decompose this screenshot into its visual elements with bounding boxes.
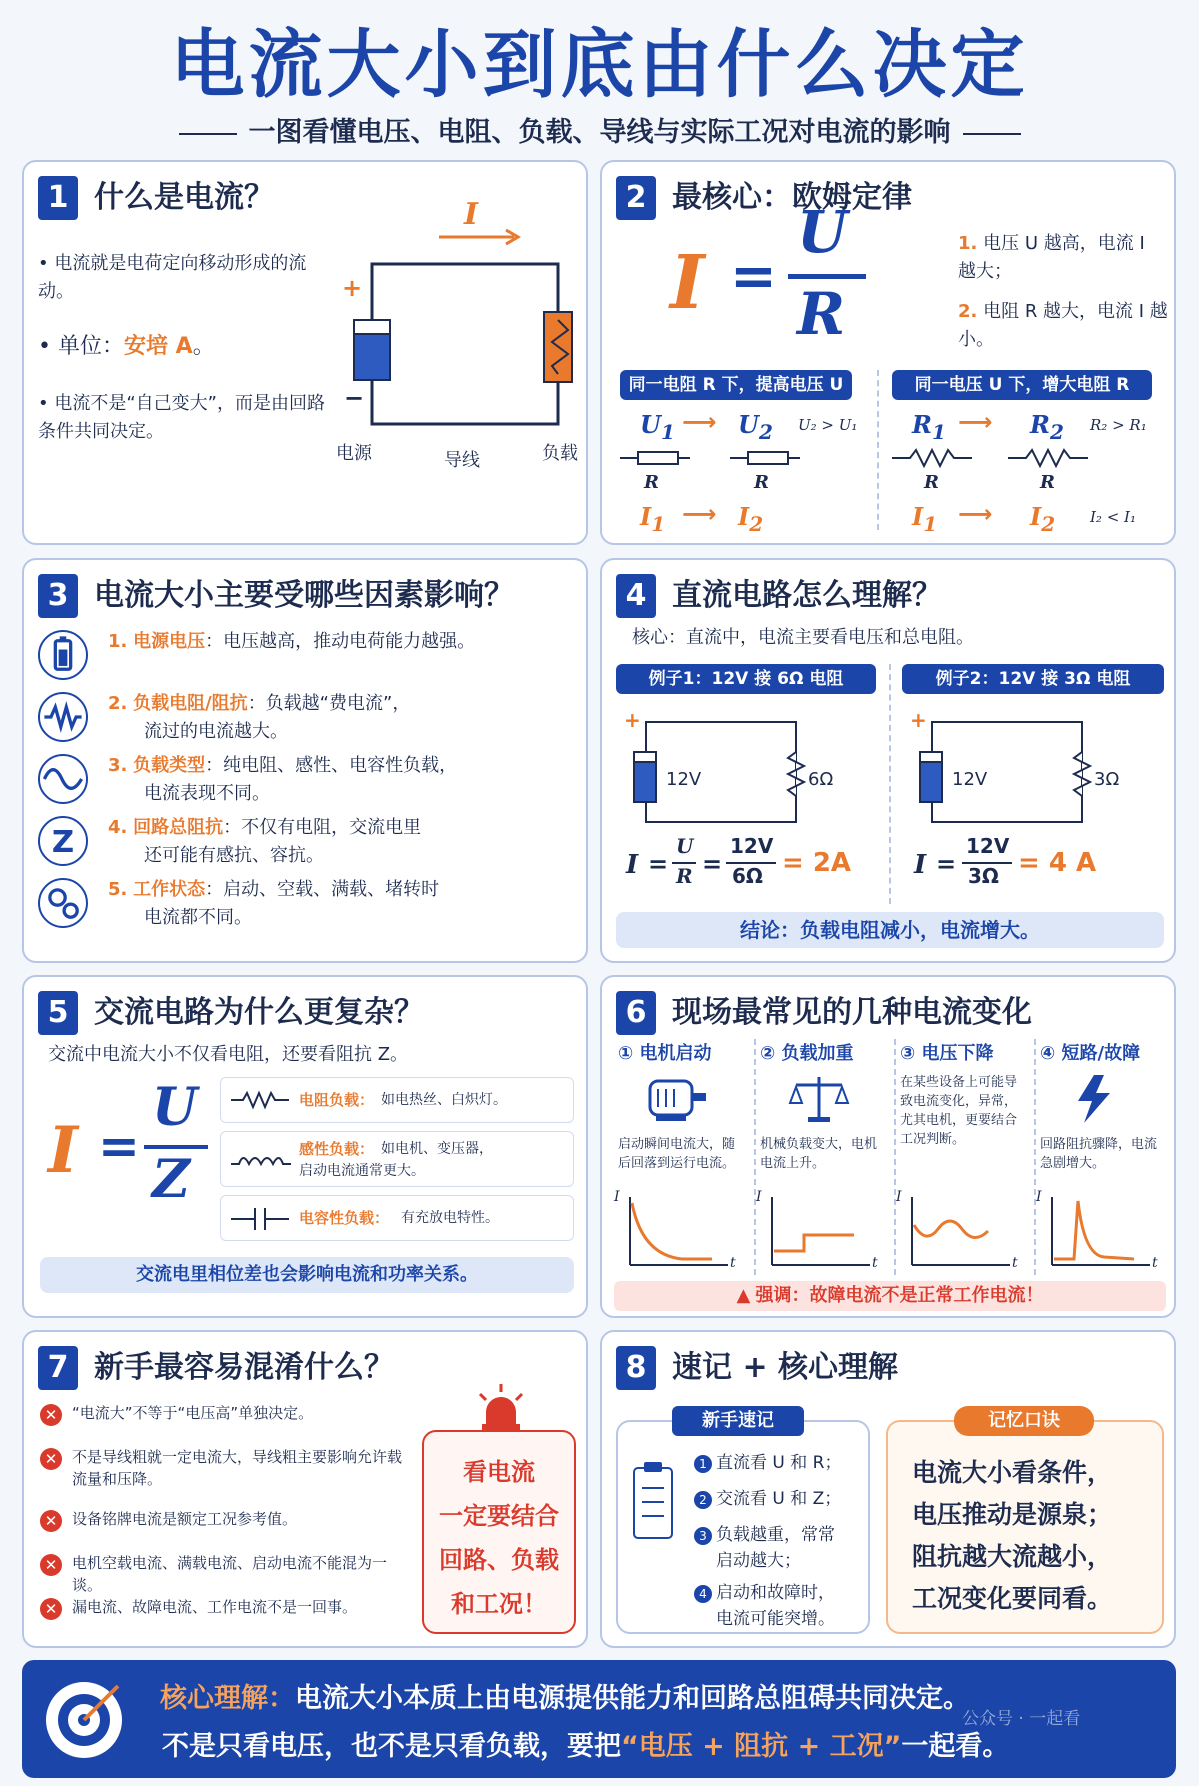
mnemonic-box [886,1410,1164,1634]
panel-title: 直流电路怎么理解？ [672,578,942,613]
load-row-resistive [220,1077,574,1123]
panel-current-changes [600,975,1176,1318]
panel-ac-circuit [22,975,588,1318]
rule-2 [958,298,1168,354]
formula-result: = 2A [782,848,852,878]
bullet-dot: • [38,393,55,414]
divider [179,133,237,135]
label-i1 [640,502,665,536]
column-desc: 在某些设备上可能导致电流变化，异常，尤其电机，更要结合工况判断。 [900,1075,1018,1147]
panel-title: 现场最常见的几种电流变化 [672,995,1032,1030]
change-column [754,1039,888,1275]
formula-u: U [797,198,848,266]
lightning-icon [1064,1073,1134,1125]
formula-r: R [676,864,693,888]
page-subtitle [0,110,1199,149]
quick-item [694,1450,866,1476]
example-1-title: 例子1：12V 接 6Ω 电阻 [616,664,876,694]
divider [963,133,1021,135]
factor-desc: ：电压越高，推动电荷能力越强。 [205,631,476,652]
factor-item [38,752,578,810]
symbol: U [640,410,661,439]
formula-r: R [797,280,846,348]
confusion-text: “电流大”不等于“电压高”单独决定。 [72,1404,314,1422]
panel-factors [22,558,588,963]
quick-notes-box [616,1410,870,1634]
panel-title: 速记 + 核心理解 [672,1350,899,1385]
alarm-box [422,1430,576,1634]
axis-label: t [730,1255,736,1271]
quick-text: 启动和故障时， [716,1583,835,1603]
formula-i: I [670,240,705,326]
formula-eq: = [702,850,723,878]
label-i2 [1030,502,1055,536]
footer-line-2 [162,1724,1009,1763]
bullet-definition [38,250,318,306]
formula-result: = 4 A [1018,848,1097,878]
quick-number: 1 [694,1455,712,1473]
symbol: I [1030,502,1042,531]
alarm-line: 和工况！ [451,1590,547,1618]
factor-item [38,628,578,686]
mnemonic-line: 电流大小看条件， [912,1458,1113,1487]
arrow-icon: ⟶ [682,408,717,436]
panel-number: 8 [616,1346,656,1390]
symbol: I [640,502,652,531]
confusion-text: 不是导线粗就一定电流大，导线粗主要影响允许载流量和压降。 [72,1448,403,1488]
symbol: R [1030,410,1050,439]
bullet-text: 单位： [57,334,124,359]
formula-u: U [676,834,694,858]
subscript: 1 [931,419,946,444]
watermark: 公众号 · 一起看 [962,1709,1081,1729]
subscript: 2 [749,511,764,536]
mnemonic-line: 电压推动是源泉； [912,1500,1113,1529]
compare-u: U₂ > U₁ [798,416,858,434]
formula-i: I [914,850,927,880]
footer-text: 电流大小本质上由电源提供能力和回路总阻碍共同决定。 [295,1683,970,1714]
conclusion-bar: 结论：负载电阻减小，电流增大。 [616,912,1164,948]
subtitle-text: 一图看懂电压、电阻、负载、导线与实际工况对电流的影响 [248,117,951,148]
rule-text: 电压 U 越高，电流 I 越大； [958,233,1145,282]
current-graph [1044,1195,1164,1271]
quick-text: 交流看 U 和 Z； [716,1489,842,1509]
axis-label: I [1036,1189,1042,1205]
footer-highlight: “电压 + 阻抗 + 工况” [621,1731,902,1762]
rule-text: 电阻 R 越大，电流 I 越小。 [958,301,1168,350]
plus-sign: + [910,708,927,732]
factor-key: 负载电阻/阻抗 [133,693,248,714]
quick-item [694,1522,866,1574]
panel-common-confusions [22,1330,588,1648]
label-r1 [912,410,946,444]
factor-text [108,690,578,718]
subscript: 1 [660,419,675,444]
factor-number: 4. [108,817,128,838]
change-column [1034,1039,1168,1275]
alarm-line: 看电流 [463,1458,535,1486]
quick-number: 4 [694,1585,712,1603]
voltage-label: 12V [666,769,702,790]
factor-desc: ：负载越“费电流”， [247,693,411,714]
alarm-line: 回路、负载 [439,1546,559,1574]
panel-number: 6 [616,991,656,1035]
confusion-text: 设备铭牌电流是额定工况参考值。 [72,1510,298,1528]
axis-label: I [896,1189,902,1205]
factor-number: 3. [108,755,128,776]
alarm-icon [474,1382,528,1432]
load-desc: 启动电流通常更大。 [299,1163,425,1179]
factor-key: 工作状态 [133,879,206,900]
bullet-dot: • [38,253,55,274]
core-statement: 核心：直流中，电流主要看电压和总电阻。 [632,627,974,648]
symbol: U [738,410,759,439]
footer-banner [22,1660,1176,1778]
quick-item [694,1580,866,1632]
cross-icon: ✕ [40,1554,62,1576]
axis-label: t [872,1255,878,1271]
quick-number: 3 [694,1527,712,1545]
gears-icon [38,878,88,928]
column-header: ② 负载加重 [760,1043,854,1064]
column-desc: 回路阻抗骤降，电流急剧增大。 [1040,1137,1158,1171]
formula-den: 3Ω [968,864,999,888]
formula-i: I [626,850,639,880]
panel-title: 交流电路为什么更复杂？ [94,995,424,1030]
load-type: 电阻负载： [299,1091,375,1109]
panel-title: 新手最容易混淆什么？ [94,1350,394,1385]
factor-number: 2. [108,693,128,714]
symbol: I [912,502,924,531]
label-u1 [640,410,675,444]
resistor-icon [38,692,88,742]
load-type: 感性负载： [299,1140,375,1158]
symbol: R [912,410,932,439]
load-type: 电容性负载： [299,1209,390,1227]
confusion-text: 电机空载电流、满载电流、启动电流不能混为一谈。 [72,1554,388,1594]
resistor-icon [231,1090,291,1110]
alarm-line: 一定要结合 [439,1502,559,1530]
compare-r: R₂ > R₁ [1090,416,1147,434]
axis-label: t [1012,1255,1018,1271]
rule-1 [958,230,1168,286]
cross-icon: ✕ [40,1404,62,1426]
checklist-icon [632,1462,676,1542]
bullet-conditions [38,390,328,446]
factor-number: 1. [108,631,128,652]
panel-what-is-current [22,160,588,545]
factor-desc: ：不仅有电阻，交流电里 [223,817,422,838]
symbol: I [738,502,750,531]
cross-icon: ✕ [40,1598,62,1620]
svg-text:Z: Z [51,824,75,860]
cross-icon: ✕ [40,1448,62,1470]
formula-eq: = [98,1117,140,1175]
bullet-text: 电流就是电荷定向移动形成的流动。 [38,253,307,302]
label-load: 负载 [542,443,578,464]
compare-i: I₂ < I₁ [1090,508,1136,526]
quick-text: 电流可能突增。 [716,1609,835,1629]
column-header: ① 电机启动 [618,1043,712,1064]
quick-number: 2 [694,1491,712,1509]
rule-number: 1. [958,233,978,254]
label-i2 [738,502,763,536]
resistance-label: 6Ω [808,769,834,790]
formula-eq: = [936,850,957,878]
z-icon [38,816,88,866]
panel-number: 5 [38,991,78,1035]
axis-label: I [756,1189,762,1205]
phase-note-bar: 交流电里相位差也会影响电流和功率关系。 [40,1257,574,1293]
formula-z: Z [152,1149,190,1210]
alarm-text [424,1450,574,1626]
subscript: 2 [1049,419,1064,444]
factor-text [108,814,578,842]
pill-same-r: 同一电阻 R 下，提高电压 U [620,370,852,400]
inductor-icon [231,1150,291,1170]
panel-number: 2 [616,176,656,220]
panel-ohms-law [600,160,1176,545]
factor-desc: 流过的电流越大。 [144,721,288,742]
arrow-icon: ⟶ [682,500,717,528]
column-header: ④ 短路/故障 [1040,1043,1141,1064]
factor-text [108,628,578,656]
scale-icon [784,1073,854,1125]
label-r: R [924,472,939,493]
panel-number: 3 [38,574,78,618]
axis-label: I [614,1189,620,1205]
panel-quick-memory [600,1330,1176,1648]
change-column [894,1039,1028,1275]
label-r2 [1030,410,1064,444]
circuit-loop [372,264,558,424]
plus-sign: + [624,708,641,732]
current-graph [764,1195,884,1271]
axis-label: t [1152,1255,1158,1271]
formula-num: 12V [966,834,1010,858]
cross-icon: ✕ [40,1510,62,1532]
motor-icon [642,1073,712,1125]
panel-number: 1 [38,176,78,220]
confusion-text: 漏电流、故障电流、工作电流不是一回事。 [72,1598,358,1616]
circuit-diagram [324,202,584,542]
battery-icon [38,630,88,680]
label-r: R [754,472,769,493]
factor-key: 电源电压 [133,631,206,652]
label-u2 [738,410,773,444]
panel-number: 4 [616,574,656,618]
plus-sign: + [342,274,363,302]
warning-bar [614,1281,1166,1311]
warning-icon: ▲ [736,1285,751,1306]
formula-num: 12V [730,834,774,858]
formula-den: 6Ω [732,864,763,888]
formula-u: U [152,1077,198,1138]
label-source: 电源 [336,443,372,464]
mnemonic-line: 工况变化要同看。 [912,1584,1113,1613]
current-graph [904,1195,1024,1271]
factor-desc: ：纯电阻、感性、电容性负载， [205,755,458,776]
load-desc: 有充放电特性。 [401,1210,499,1226]
footer-key: 核心理解： [160,1683,295,1714]
label-r: R [1040,472,1055,493]
minus-sign: − [344,384,365,412]
footer-line-1 [160,1676,970,1715]
bullet-text: 电流不是“自己变大”，而是由回路条件共同决定。 [38,393,325,442]
pill-same-u: 同一电压 U 下，增大电阻 R [892,370,1152,400]
subscript: 1 [923,511,938,536]
load-desc: 如电机、变压器， [381,1141,493,1157]
formula-eq: = [730,244,777,309]
divider [877,370,879,530]
capacitor-icon [231,1206,291,1232]
unit-value: 安培 A [124,334,193,359]
load-row-inductive [220,1131,574,1187]
load-row-capacitive [220,1195,574,1241]
load-desc: 如电热丝、白炽灯。 [381,1092,507,1108]
wave-icon [38,754,88,804]
factor-desc: 还可能有感抗、容抗。 [144,845,324,866]
warning-text: 强调：故障电流不是正常工作电流！ [755,1285,1044,1306]
column-header: ③ 电压下降 [900,1043,994,1064]
column-desc: 机械负载变大，电机电流上升。 [760,1137,878,1171]
factor-text [108,752,578,780]
factor-text [108,876,578,904]
bullet-unit [38,332,215,362]
mnemonic-tag: 记忆口诀 [954,1406,1094,1436]
factor-key: 负载类型 [133,755,206,776]
example-2-title: 例子2：12V 接 3Ω 电阻 [902,664,1164,694]
factor-item [38,814,578,872]
quick-notes-tag: 新手速记 [672,1406,804,1436]
resistor-zigzag-pair [892,444,1142,472]
mnemonic-line: 阻抗越大流越小， [912,1542,1113,1571]
change-column [614,1039,748,1275]
factor-desc: 电流都不同。 [144,907,252,928]
formula-eq: = [648,850,669,878]
factor-item [38,690,578,748]
subscript: 2 [758,419,773,444]
page-title: 电流大小到底由什么决定 [170,22,1029,108]
current-graph [622,1195,742,1271]
resistance-label: 3Ω [1094,769,1120,790]
panel-title: 最核心：欧姆定律 [672,180,912,215]
subscript: 2 [1041,511,1056,536]
factor-key: 回路总阻抗 [133,817,224,838]
label-i1 [912,502,937,536]
target-icon [42,1678,126,1762]
footer-text: 不是只看电压，也不是只看负载，要把 [162,1731,621,1762]
bullet-text: 。 [192,334,215,359]
mnemonic-text [912,1452,1152,1620]
label-r: R [644,472,659,493]
voltage-label: 12V [952,769,988,790]
rule-number: 2. [958,301,978,322]
panel-title: 电流大小主要受哪些因素影响？ [94,578,514,613]
quick-text: 启动越大； [716,1551,801,1571]
resistor-pair [620,444,870,472]
formula-i: I [48,1113,78,1188]
panel-dc-circuit [600,558,1176,963]
quick-item [694,1486,866,1512]
label-wire: 导线 [444,450,480,471]
quick-text: 负载越重，常常 [716,1525,835,1545]
column-desc: 启动瞬间电流大，随后回落到运行电流。 [618,1137,736,1171]
factor-desc: 电流表现不同。 [144,783,270,804]
quick-text: 直流看 U 和 R； [716,1453,842,1473]
factor-item [38,876,578,934]
factor-number: 5. [108,879,128,900]
footer-text: 一起看。 [901,1731,1010,1762]
bullet-dot: • [38,334,58,359]
panel-number: 7 [38,1346,78,1390]
ac-intro: 交流中电流大小不仅看电阻，还要看阻抗 Z。 [48,1044,409,1065]
panel-title: 什么是电流？ [94,180,274,215]
subscript: 1 [651,511,666,536]
factor-desc: ：启动、空载、满载、堵转时 [205,879,440,900]
fraction-bar [788,274,866,279]
current-symbol: I [464,197,479,232]
arrow-icon: ⟶ [958,408,993,436]
arrow-icon: ⟶ [958,500,993,528]
